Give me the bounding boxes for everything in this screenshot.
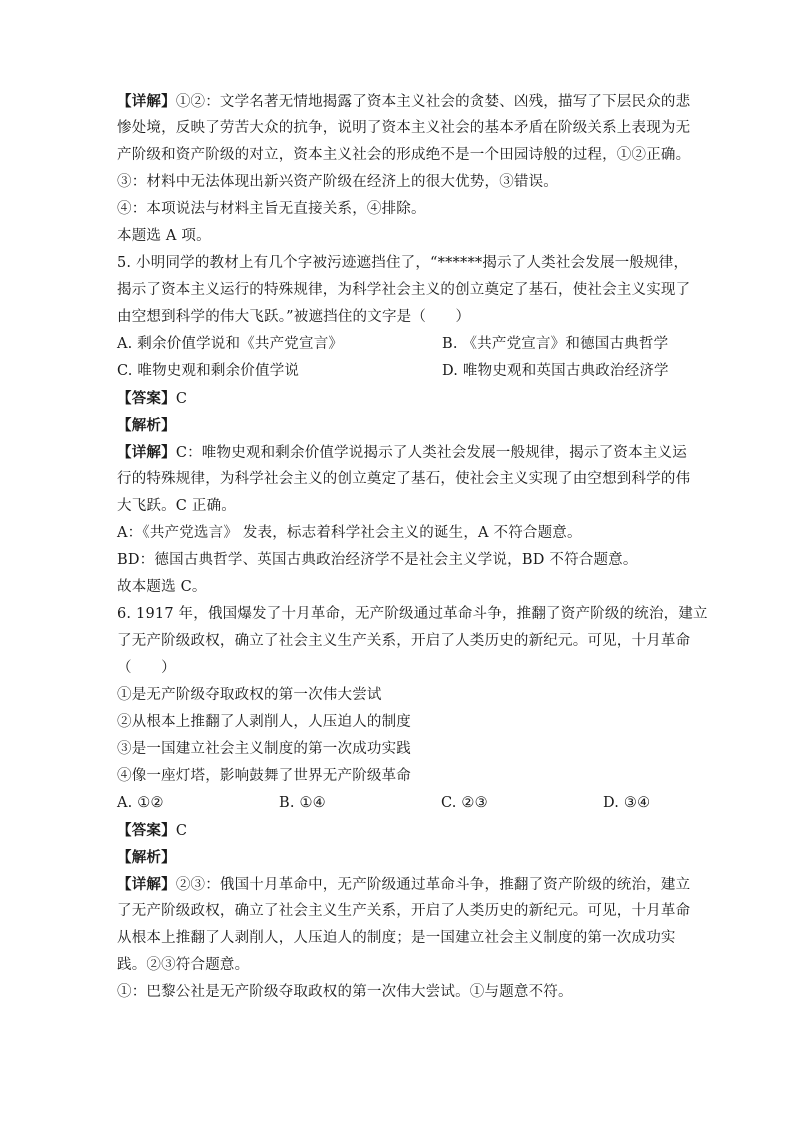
- q5-detail-line-2: 行的特殊规律，为科学社会主义的创立奠定了基石，使社会主义实现了由空想到科学的伟: [117, 471, 691, 487]
- answer-value: C: [175, 391, 188, 407]
- q5-stem-line-3: 由空想到科学的伟大飞跃。”被遮挡住的文字是（ ）: [117, 309, 471, 325]
- q5-detail-line-5: BD：德国古典哲学、英国古典政治经济学不是社会主义学说，BD 不符合题意。: [117, 552, 638, 568]
- q6-option-d: D. ③④: [603, 795, 651, 811]
- q6-item-3: ③是一国建立社会主义制度的第一次成功实践: [117, 741, 411, 757]
- q5-options-row-2: [117, 358, 677, 385]
- q4-conclusion: 本题选 A 项。: [117, 228, 211, 244]
- q6-item-1: ①是无产阶级夺取政权的第一次伟大尝试: [117, 687, 382, 703]
- answer-tag: 【答案】: [117, 390, 176, 407]
- q6-detail-line-1: 【详解】②③：俄国十月革命中，无产阶级通过革命斗争，推翻了资产阶级的统治，建立: [117, 876, 691, 893]
- q6-item-4: ④像一座灯塔，影响鼓舞了世界无产阶级革命: [117, 768, 411, 784]
- q5-option-d: D. 唯物史观和英国古典政治经济学: [442, 363, 669, 379]
- q5-detail-line-4: A：《共产党选言》 发表，标志着科学社会主义的诞生，A 不符合题意。: [117, 525, 582, 541]
- q5-stem-line-2: 揭示了资本主义运行的特殊规律，为科学社会主义的创立奠定了基石，使社会主义实现了: [117, 282, 691, 298]
- q5-answer: [117, 385, 677, 412]
- q5-options-row-1: [117, 331, 677, 358]
- q4-detail-line-5: ④：本项说法与材料主旨无直接关系，④排除。: [117, 201, 426, 217]
- detail-tag: 【详解】: [117, 876, 176, 893]
- q5-option-a: A. 剩余价值学说和《共产党宣言》: [117, 336, 344, 352]
- q6-analysis-tag: 【解析】: [117, 849, 176, 866]
- q5-detail-line-1: 【详解】C：唯物史观和剩余价值学说揭示了人类社会发展一般规律，揭示了资本主义运: [117, 444, 687, 461]
- q5-stem-line-1: 5. 小明同学的教材上有几个字被污迹遮挡住了，“******揭示了人类社会发展一般规律，: [117, 255, 689, 271]
- q4-detail-line-2: 惨处境，反映了劳苦大众的抗争，说明了资本主义社会的基本矛盾在阶级关系上表现为无: [117, 120, 691, 136]
- q6-detail-line-3: 从根本上推翻了人剥削人，人压迫人的制度；是一国建立社会主义制度的第一次成功实: [117, 930, 676, 946]
- detail-tag: 【详解】: [117, 444, 176, 461]
- q5-conclusion: 故本题选 C。: [117, 579, 207, 595]
- q6-stem-line-1: 6. 1917 年，俄国爆发了十月革命，无产阶级通过革命斗争，推翻了资产阶级的统治，建立: [117, 606, 708, 622]
- q5-detail-line-3: 大飞跃。C 正确。: [117, 498, 237, 514]
- q6-detail-line-5: ①：巴黎公社是无产阶级夺取政权的第一次伟大尝试。①与题意不符。: [117, 984, 573, 1000]
- answer-value: C: [175, 823, 188, 839]
- q6-option-a: A. ①②: [117, 795, 164, 811]
- q5-option-b: B. 《共产党宣言》和德国古典哲学: [442, 336, 669, 352]
- q6-stem-line-2: 了无产阶级政权，确立了社会主义生产关系，开启了人类历史的新纪元。可见，十月革命: [117, 633, 691, 649]
- q6-detail-line-2: 了无产阶级政权，确立了社会主义生产关系，开启了人类历史的新纪元。可见，十月革命: [117, 903, 691, 919]
- q6-option-b: B. ①④: [279, 795, 326, 811]
- q6-detail-line-4: 践。②③符合题意。: [117, 957, 250, 973]
- q6-item-2: ②从根本上推翻了人剥削人，人压迫人的制度: [117, 714, 411, 730]
- q5-analysis-tag: 【解析】: [117, 417, 176, 434]
- detail-tag: 【详解】: [117, 93, 176, 110]
- q6-answer: [117, 817, 677, 844]
- q6-stem-line-3: （ ）: [117, 660, 176, 676]
- q4-detail-line-4: ③：材料中无法体现出新兴资产阶级在经济上的很大优势，③错误。: [117, 174, 558, 190]
- answer-tag: 【答案】: [117, 822, 176, 839]
- document-page: [117, 88, 708, 1006]
- q6-option-c: C. ②③: [441, 795, 488, 811]
- q4-detail-line-1: 【详解】①②：文学名著无情地揭露了资本主义社会的贪婪、凶残，描写了下层民众的悲: [117, 93, 691, 110]
- q6-options-row: [117, 790, 677, 817]
- q5-option-c: C. 唯物史观和剩余价值学说: [117, 363, 300, 379]
- q4-detail-line-3: 产阶级和资产阶级的对立，资本主义社会的形成绝不是一个田园诗般的过程，①②正确。: [117, 147, 691, 163]
